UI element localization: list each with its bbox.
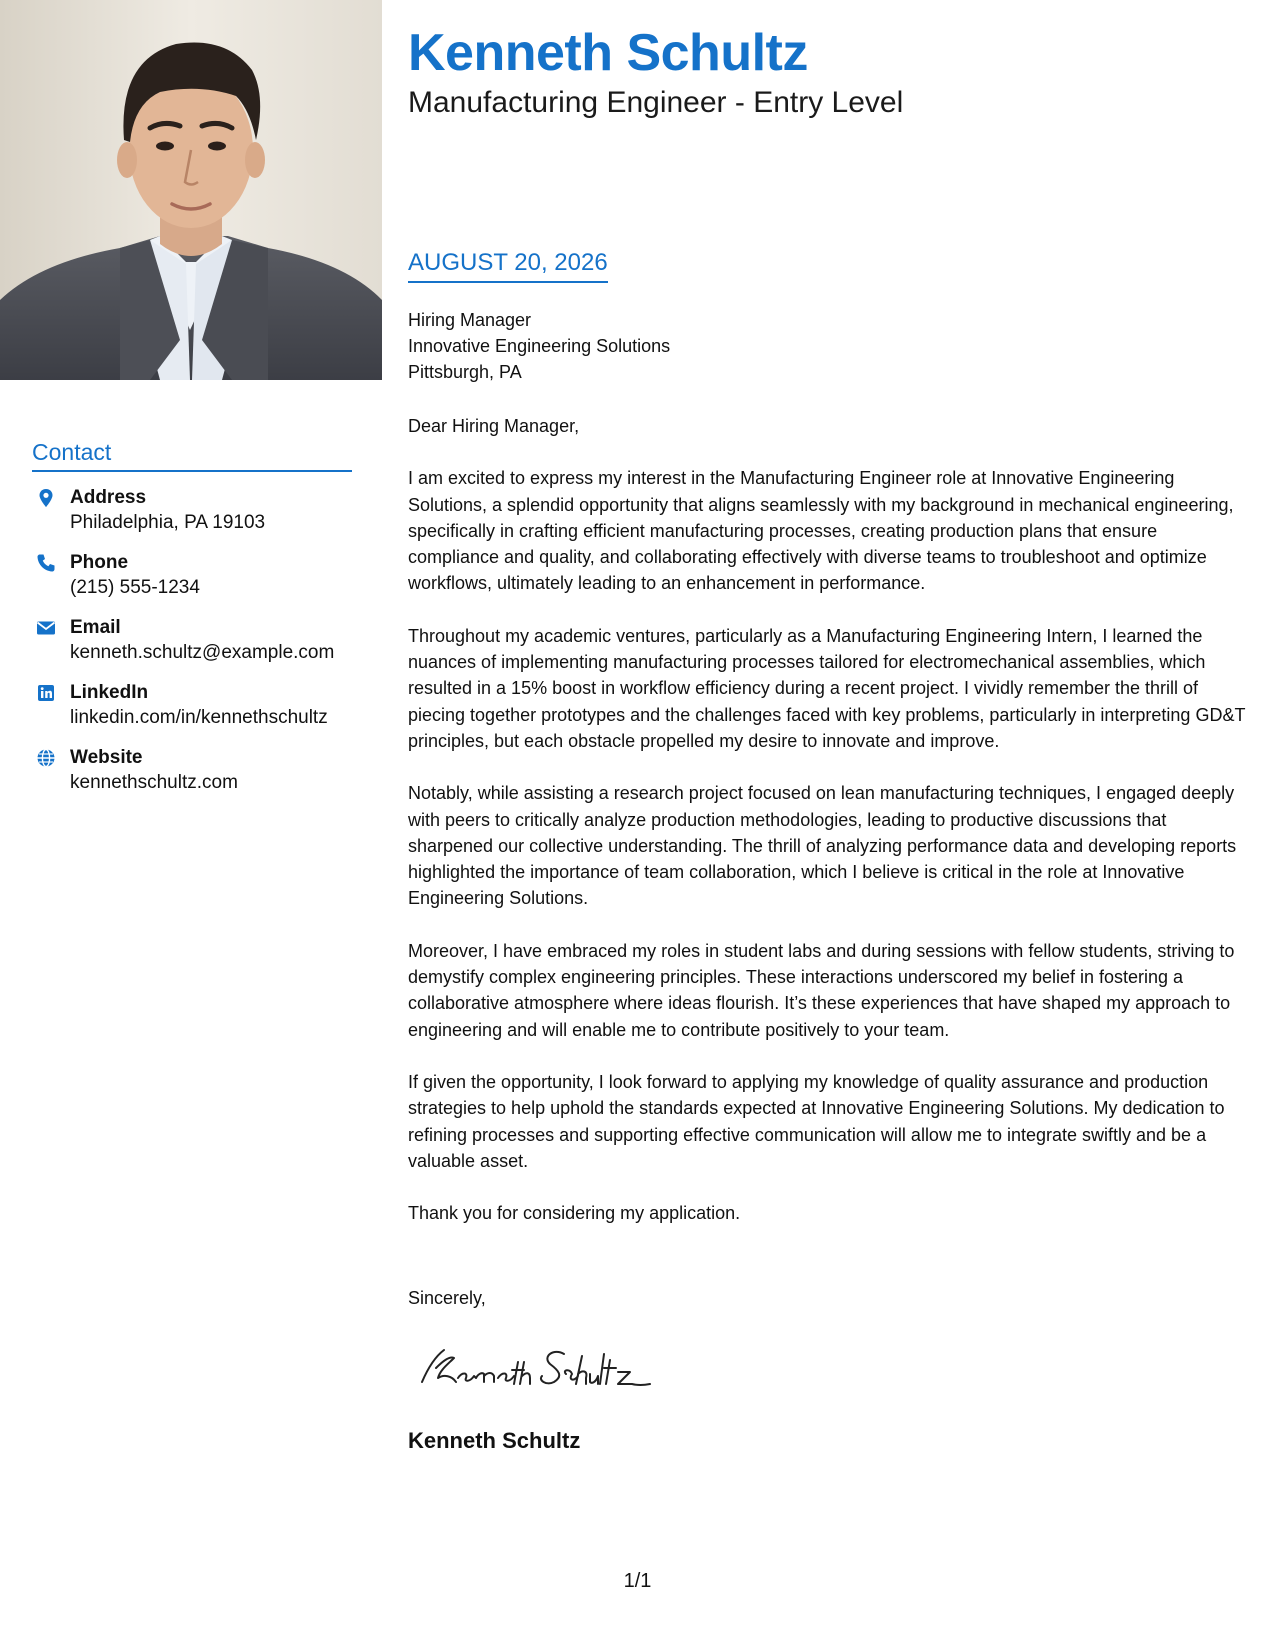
paragraph: Thank you for considering my application. bbox=[408, 1203, 741, 1224]
linkedin-icon bbox=[36, 683, 56, 703]
person-portrait-icon bbox=[0, 0, 382, 380]
envelope-icon bbox=[36, 618, 56, 638]
paragraph: If given the opportunity, I look forward to applying my knowledge of quality assurance and production strategies to help uphold the standards expected at Innovative Engineering Solutions. My dedication to refining processes and supporting effective communication will allow me to integrate swiftly and be a valuable asset. bbox=[408, 1071, 1225, 1171]
closing: Sincerely, bbox=[408, 1288, 486, 1308]
globe-icon bbox=[36, 748, 56, 768]
letter-body bbox=[408, 413, 1253, 1252]
address-value: Philadelphia, PA 19103 bbox=[70, 512, 266, 533]
paragraph: I am excited to express my interest in the Manufacturing Engineer role at Innovative Engineering Solutions, a splendid opportunity that aligns seamlessly with my background in mechanical engineering, specifically in crafting efficient manufacturing processes, creating production plans that ensure compliance and quality, and collaborating effectively with diverse teams to troubleshoot and optimize workflows, ultimately leading to an enhancement in performance. bbox=[408, 468, 1234, 594]
contact-item-email bbox=[32, 616, 352, 665]
recipient-block bbox=[408, 307, 670, 385]
applicant-name: Kenneth Schultz bbox=[408, 24, 808, 82]
contact-heading: Contact bbox=[32, 438, 352, 472]
contact-label: LinkedIn bbox=[70, 682, 149, 703]
recipient-location: Pittsburgh, PA bbox=[408, 362, 522, 382]
profile-photo bbox=[0, 0, 382, 380]
paragraph: Throughout my academic ventures, particularly as a Manufacturing Engineering Intern, I learned the nuances of implementing manufacturing processes tailored for electromechanical assemblies, which resulted in a 15% boost in workflow efficiency during a recent project. I vividly remember the thrill of piecing together prototypes and the challenges faced with key problems, particularly in interpreting GD&T principles, but each obstacle propelled my desire to innovate and improve. bbox=[408, 625, 1246, 751]
page-number: 1/1 bbox=[623, 1570, 652, 1592]
website-link[interactable]: kennethschultz.com bbox=[70, 772, 238, 793]
recipient-title: Hiring Manager bbox=[408, 310, 532, 330]
contact-label: Email bbox=[70, 617, 121, 638]
contact-item-website bbox=[32, 746, 352, 795]
contact-label: Website bbox=[70, 747, 143, 768]
linkedin-link[interactable]: linkedin.com/in/kennethschultz bbox=[70, 707, 328, 728]
paragraph: Moreover, I have embraced my roles in student labs and during sessions with fellow students, striving to demystify complex engineering principles. These interactions underscored my belief in fostering a collaborative atmosphere where ideas flourish. It’s these experiences that have shaped my approach to engineering and will enable me to contribute positively to your team. bbox=[408, 940, 1235, 1040]
applicant-role: Manufacturing Engineer - Entry Level bbox=[408, 86, 904, 119]
contact-label: Address bbox=[70, 487, 147, 508]
contact-label: Phone bbox=[70, 552, 129, 573]
handwritten-signature bbox=[414, 1338, 674, 1398]
recipient-company: Innovative Engineering Solutions bbox=[408, 336, 671, 356]
phone-icon bbox=[36, 553, 56, 573]
email-link[interactable]: kenneth.schultz@example.com bbox=[70, 642, 335, 663]
map-pin-icon bbox=[36, 488, 56, 508]
salutation: Dear Hiring Manager, bbox=[408, 416, 580, 436]
signed-name: Kenneth Schultz bbox=[408, 1428, 581, 1453]
paragraph: Notably, while assisting a research project focused on lean manufacturing techniques, I engaged deeply with peers to critically analyze production methodologies, leading to productive discussions that sharpened our collective understanding. The thrill of analyzing performance data and developing reports highlighted the importance of team collaboration, which I believe is critical in the role at Innovative Engineering Solutions. bbox=[408, 783, 1237, 909]
contact-item-address bbox=[32, 486, 352, 535]
letter-date: AUGUST 20, 2026 bbox=[408, 247, 608, 283]
contact-item-phone bbox=[32, 551, 352, 600]
contact-item-linkedin bbox=[32, 681, 352, 730]
contact-section bbox=[32, 438, 352, 811]
phone-value[interactable]: (215) 555-1234 bbox=[70, 577, 200, 598]
